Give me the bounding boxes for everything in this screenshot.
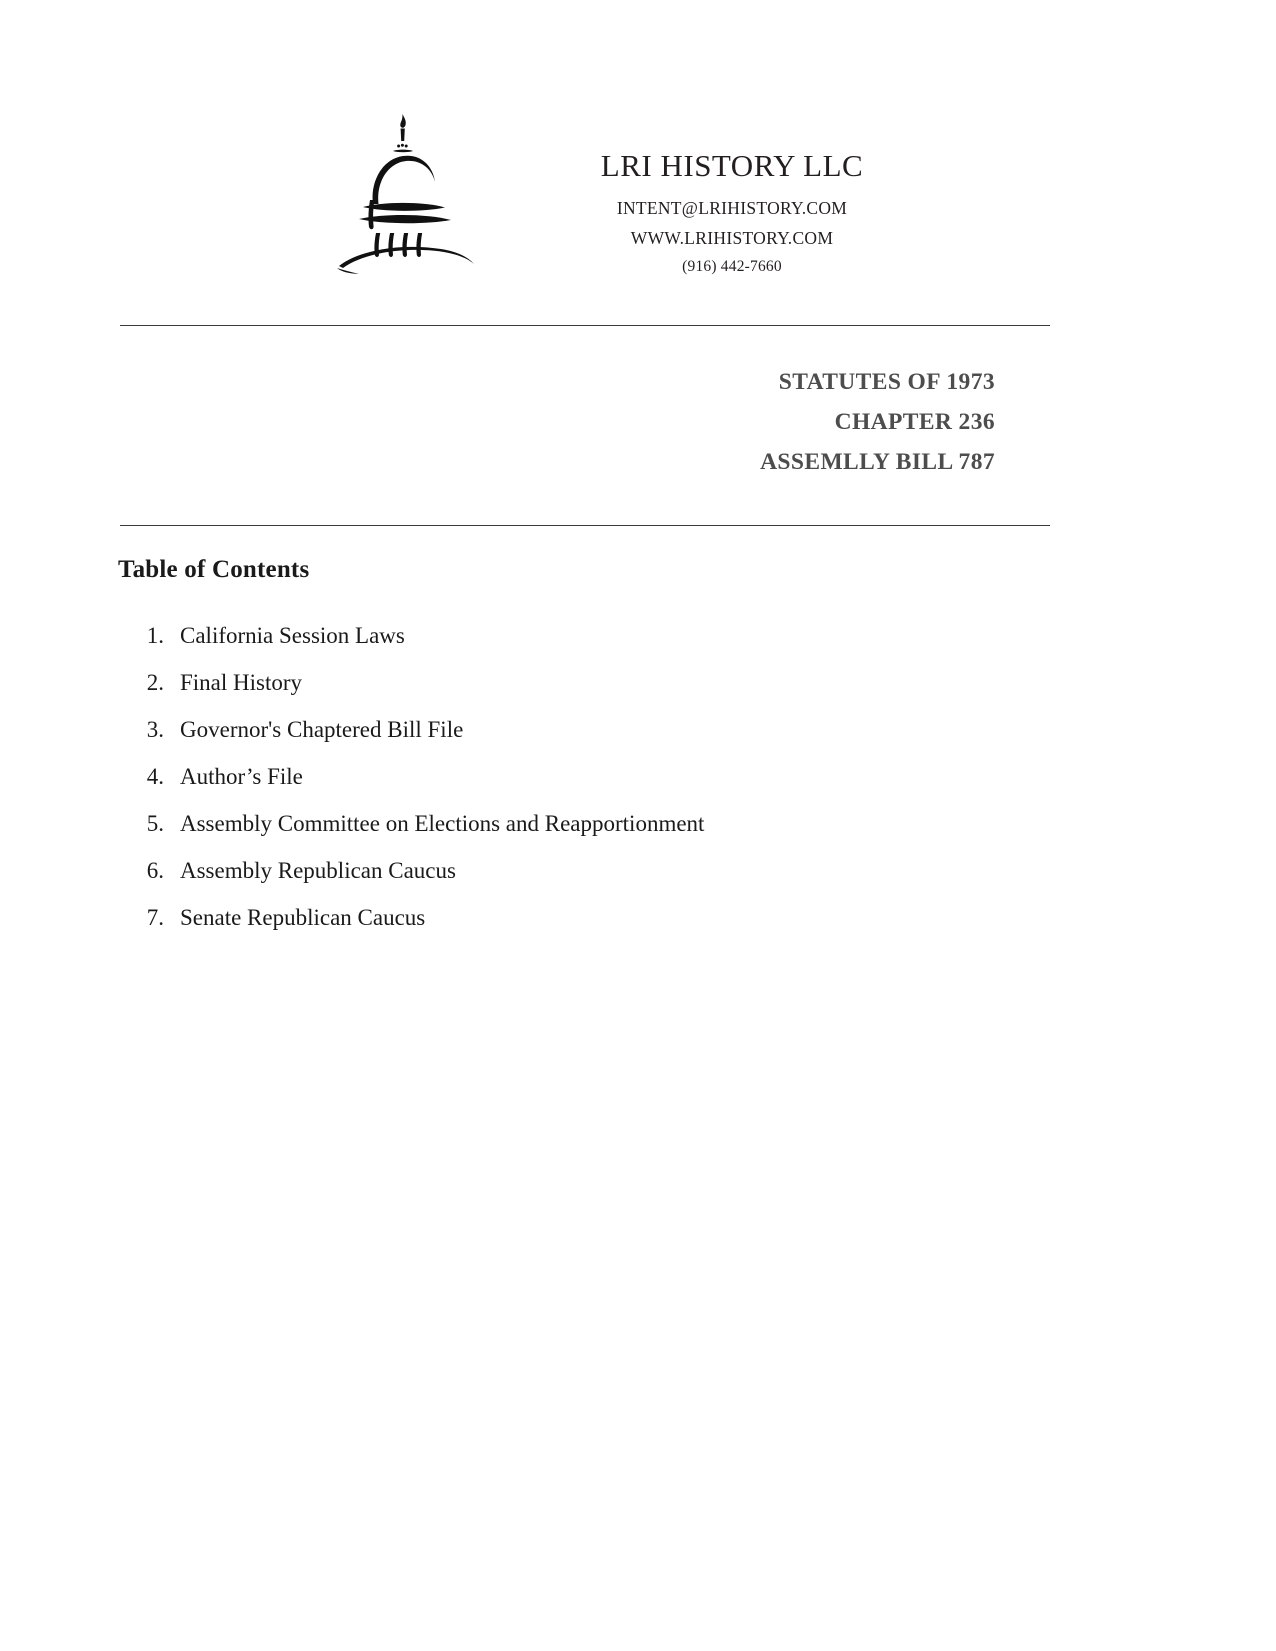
company-name: LRI HISTORY LLC [600,148,864,183]
table-of-contents-list [118,612,1018,941]
list-item-label: California Session Laws [180,623,405,648]
list-item-number: 6. [146,858,164,883]
list-item [118,847,1018,894]
list-item-number: 1. [146,623,164,648]
list-item-number: 5. [146,811,164,836]
list-item-label: Governor's Chaptered Bill File [180,717,464,742]
list-item-number: 4. [146,764,164,789]
bill-line: ASSEMLLY BILL 787 [760,449,995,475]
list-item [118,706,1018,753]
letterhead [0,108,1276,283]
list-item [118,894,1018,941]
list-item [118,800,1018,847]
divider-top [120,325,1050,326]
list-item-label: Assembly Republican Caucus [180,858,456,883]
list-item [118,659,1018,706]
list-item [118,612,1018,659]
table-of-contents-heading: Table of Contents [118,556,310,583]
list-item-number: 3. [146,717,164,742]
statute-title-block [120,362,995,482]
list-item-label: Senate Republican Caucus [180,905,426,930]
statutes-year-line: STATUTES OF 1973 [778,369,995,395]
chapter-line: CHAPTER 236 [834,409,995,435]
list-item [118,753,1018,800]
divider-bottom [120,525,1050,526]
list-item-label: Author’s File [180,764,303,789]
website-text: WWW.LRIHISTORY.COM [630,228,834,248]
contact-block [517,108,947,276]
list-item-label: Assembly Committee on Elections and Reapportionment [180,811,705,836]
list-item-number: 7. [146,905,164,930]
capitol-dome-logo-icon [329,108,479,283]
list-item-label: Final History [180,670,303,695]
list-item-number: 2. [146,670,164,695]
phone-text: (916) 442-7660 [682,258,782,275]
email-text: INTENT@LRIHISTORY.COM [616,198,848,218]
